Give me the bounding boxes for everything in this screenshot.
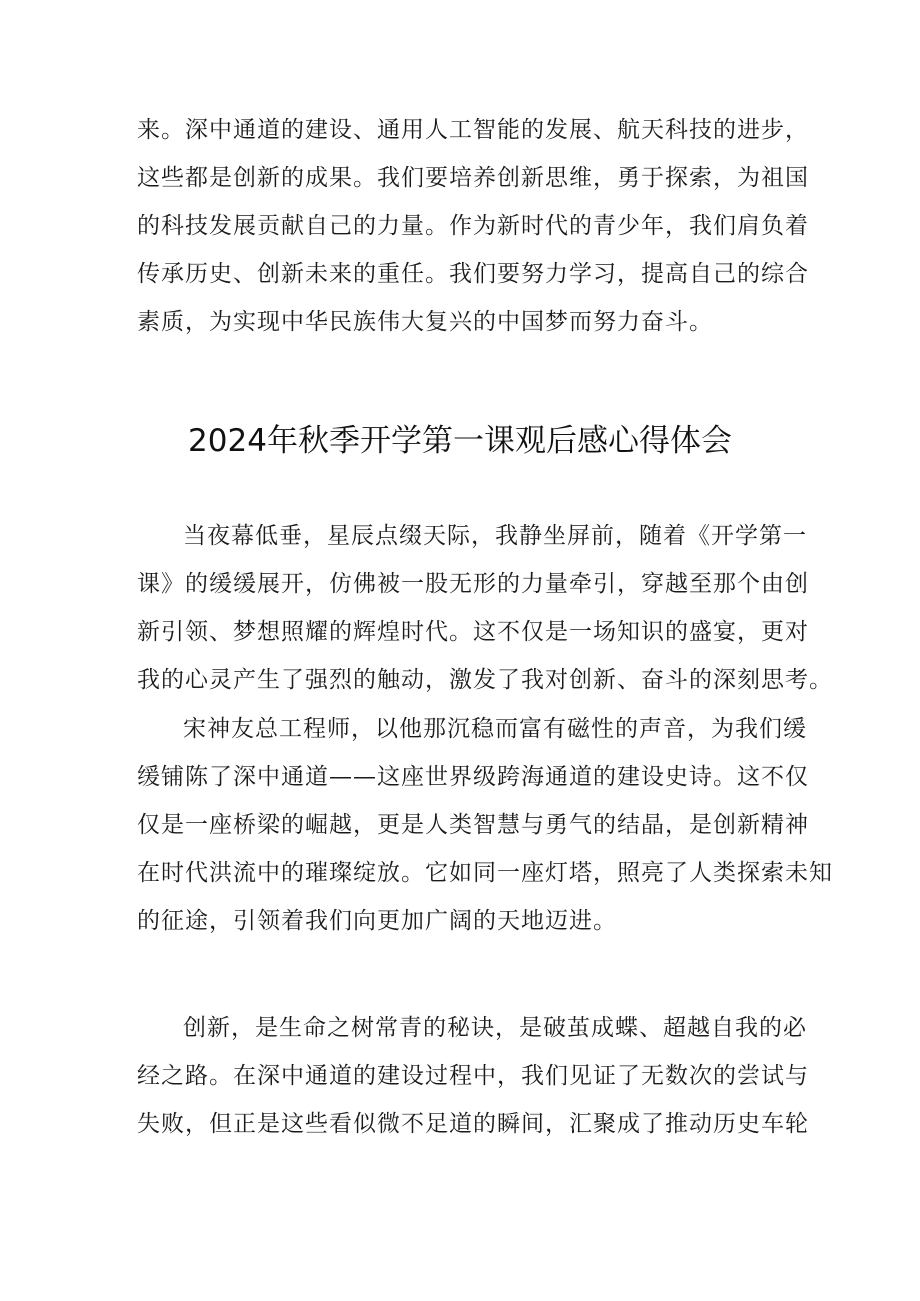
- text-line: 素质，为实现中华民族伟大复兴的中国梦而努力奋斗。: [137, 309, 713, 335]
- text-line: 课》的缓缓展开，仿佛被一股无形的力量牵引，穿越至那个由创: [137, 571, 809, 597]
- text-line: 仅是一座桥梁的崛越，更是人类智慧与勇气的结晶，是创新精神: [137, 812, 809, 838]
- text-line: 的科技发展贡献自己的力量。作为新时代的青少年，我们肩负着: [137, 213, 809, 239]
- text-line: 我的心灵产生了强烈的触动，激发了我对创新、奋斗的深刻思考。: [137, 667, 833, 693]
- text-line: 创新，是生命之树常青的秘诀，是破茧成蝶、超越自我的必: [183, 1015, 807, 1041]
- text-line: 失败，但正是这些看似微不足道的瞬间，汇聚成了推动历史车轮: [137, 1111, 809, 1137]
- text-line: 宋神友总工程师，以他那沉稳而富有磁性的声音，为我们缓: [183, 716, 807, 742]
- paragraph-2: [137, 705, 833, 945]
- text-line: 来。深中通道的建设、通用人工智能的发展、航天科技的进步，: [137, 117, 809, 143]
- essay-title: 2024年秋季开学第一课观后感心得体会: [188, 423, 732, 459]
- text-line: 这些都是创新的成果。我们要培养创新思维，勇于探索，为祖国: [137, 165, 809, 191]
- text-line: 缓铺陈了深中通道——这座世界级跨海通道的建设史诗。这不仅: [137, 764, 809, 790]
- text-line: 经之路。在深中通道的建设过程中，我们见证了无数次的尝试与: [137, 1063, 809, 1089]
- continued-paragraph: [137, 106, 809, 346]
- text-line: 传承历史、创新未来的重任。我们要努力学习，提高自己的综合: [137, 261, 809, 287]
- text-line: 在时代洪流中的璀璨绽放。它如同一座灯塔，照亮了人类探索未知: [137, 860, 833, 886]
- paragraph-1: [137, 512, 833, 704]
- text-line: 当夜幕低垂，星辰点缀天际，我静坐屏前，随着《开学第一: [183, 523, 807, 549]
- text-line: 的征途，引领着我们向更加广阔的天地迈进。: [137, 908, 617, 934]
- paragraph-3: [137, 1004, 809, 1148]
- text-line: 新引领、梦想照耀的辉煌时代。这不仅是一场知识的盛宴，更对: [137, 619, 809, 645]
